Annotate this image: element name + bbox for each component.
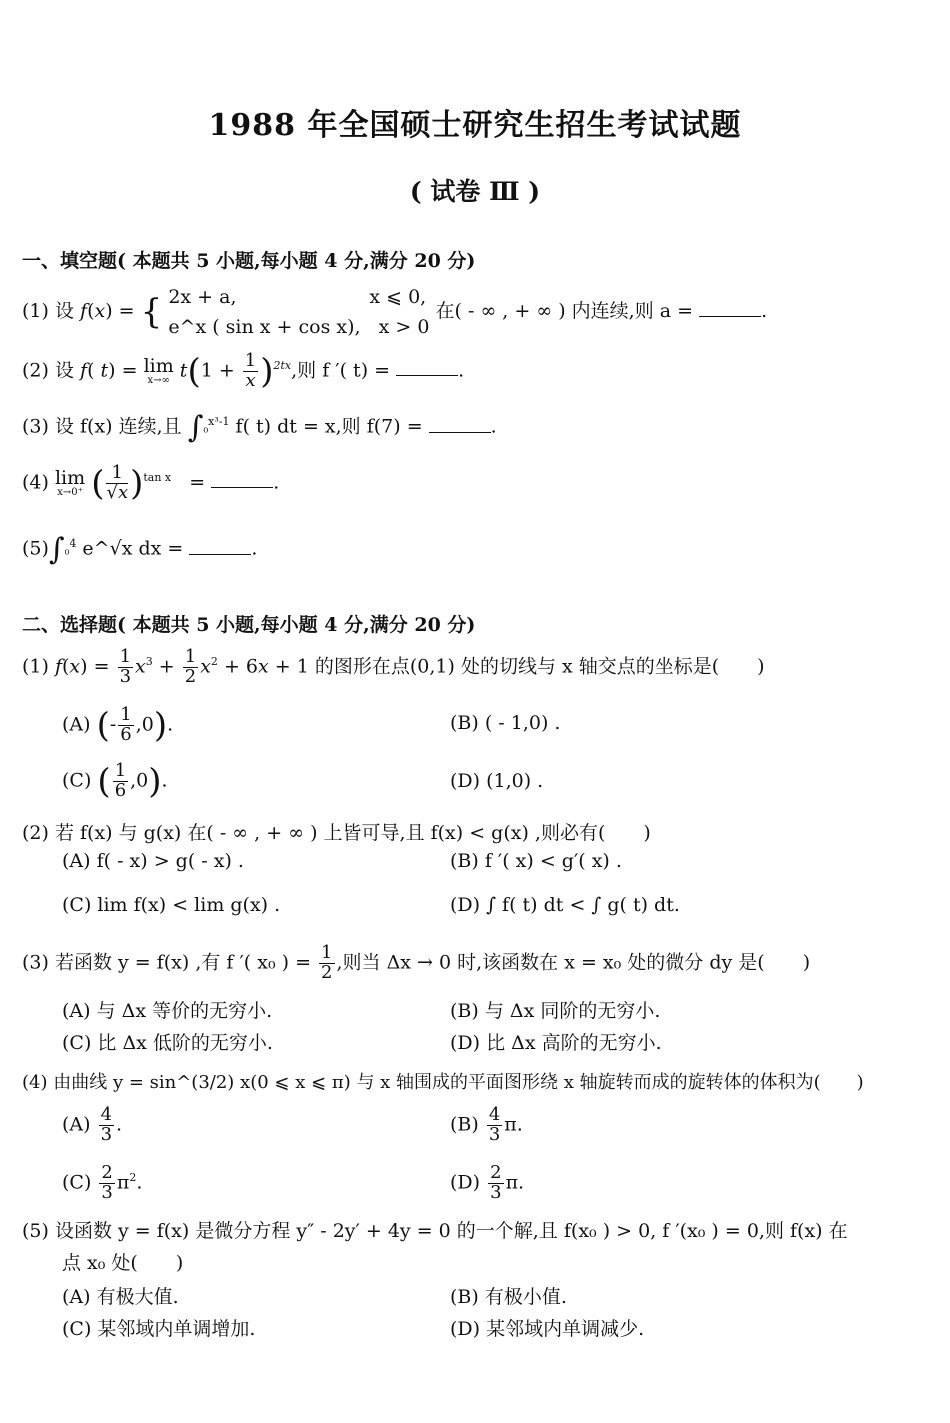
q1-option-d: (D) (1,0) .: [450, 770, 544, 792]
q4-option-d: (D) $\frac{2}{3}$ π.: [450, 1162, 525, 1203]
fill-question-2: (2) 设 f( t) = lim x→∞ t(1 + $\frac{1}{x}$ )$^{2tx}$,则 f ′( t) = .: [22, 350, 465, 392]
q4-option-c: (C) $\frac{2}{3}$ $\pi^2$.: [62, 1162, 143, 1203]
choice-question-3: (3) 若函数 y = f(x) ,有 f ′( x₀ ) = $\frac{1}{2}$ ,则当 Δx → 0 时,该函数在 x = x₀ 处的微分 dy 是( ): [22, 942, 811, 983]
q1-option-a: (A) (- $\frac{1}{6}$ ,0).: [62, 704, 174, 746]
q5-option-c: (C) 某邻域内单调增加.: [62, 1318, 256, 1340]
q3-option-c: (C) 比 Δx 低阶的无穷小.: [62, 1032, 273, 1054]
q5-option-a: (A) 有极大值.: [62, 1286, 179, 1308]
section-2-heading: 二、选择题( 本题共 5 小题,每小题 4 分,满分 20 分): [22, 614, 476, 636]
answer-blank: [429, 414, 491, 433]
piecewise-cases: 2x + a, x ⩽ 0, e^x ( sin x + cos x), x > 0: [168, 286, 430, 338]
fill-question-5: (5)∫₀$^4$ e^√x dx = .: [22, 532, 258, 567]
q2-option-a: (A) f( - x) > g( - x) .: [62, 850, 244, 872]
q3-option-d: (D) 比 Δx 高阶的无穷小.: [450, 1032, 662, 1054]
q2-option-b: (B) f ′( x) < g′( x) .: [450, 850, 622, 872]
choice-question-1: (1) f(x) = $\frac{1}{3}$ $x^3$ + $\frac{1}{2}$ $x^2 + 6x + 1$ 的图形在点(0,1) 处的切线与 x 轴交点的坐标是( ): [22, 646, 765, 687]
answer-blank: [396, 357, 458, 376]
q5-option-b: (B) 有极小值.: [450, 1286, 567, 1308]
choice-question-5-line2: 点 x₀ 处( ): [62, 1252, 184, 1274]
q1-option-c: (C) ( $\frac{1}{6}$ ,0).: [62, 760, 168, 802]
answer-blank: [189, 536, 251, 555]
q5-option-d: (D) 某邻域内单调减少.: [450, 1318, 645, 1340]
q1-option-b: (B) ( - 1,0) .: [450, 712, 561, 734]
fill-question-4: (4) lim x→0⁺ ( $\frac{1}{√x}$ )$^{tan x}$ = .: [22, 462, 280, 504]
fill-question-3: (3) 设 f(x) 连续,且 ∫₀$^{x^3-1}$ f( t) dt = x,则 f(7) = .: [22, 410, 497, 445]
fill-question-1: (1) 设 f(x) = { 2x + a, x ⩽ 0, e^x ( sin x + cos x), x > 0 在( - ∞ , + ∞ ) 内连续,则 a = .: [22, 282, 767, 342]
page-subtitle: ( 试卷 Ⅲ ): [409, 177, 541, 206]
choice-question-2: (2) 若 f(x) 与 g(x) 在( - ∞ , + ∞ ) 上皆可导,且 f(x) < g(x) ,则必有( ): [22, 822, 651, 844]
answer-blank: [699, 298, 761, 317]
choice-question-4: (4) 由曲线 y = sin^(3/2) x(0 ⩽ x ⩽ π) 与 x 轴围成的平面图形绕 x 轴旋转而成的旋转体的体积为( ): [22, 1072, 864, 1093]
page-title: 1988 年全国硕士研究生招生考试试题: [208, 108, 742, 143]
answer-blank: [211, 469, 273, 488]
choice-question-5: (5) 设函数 y = f(x) 是微分方程 y″ - 2y′ + 4y = 0 的一个解,且 f(x₀ ) > 0, f ′(x₀ ) = 0,则 f(x) 在: [22, 1220, 848, 1242]
q2-option-c: (C) lim f(x) < lim g(x) .: [62, 894, 281, 916]
q4-option-b: (B) $\frac{4}{3}$ π.: [450, 1104, 523, 1145]
q3-option-a: (A) 与 Δx 等价的无穷小.: [62, 1000, 273, 1022]
q3-option-b: (B) 与 Δx 同阶的无穷小.: [450, 1000, 661, 1022]
section-1-heading: 一、填空题( 本题共 5 小题,每小题 4 分,满分 20 分): [22, 250, 476, 272]
q2-option-d: (D) ∫ f( t) dt < ∫ g( t) dt.: [450, 894, 680, 916]
q4-option-a: (A) $\frac{4}{3}$ .: [62, 1104, 123, 1145]
